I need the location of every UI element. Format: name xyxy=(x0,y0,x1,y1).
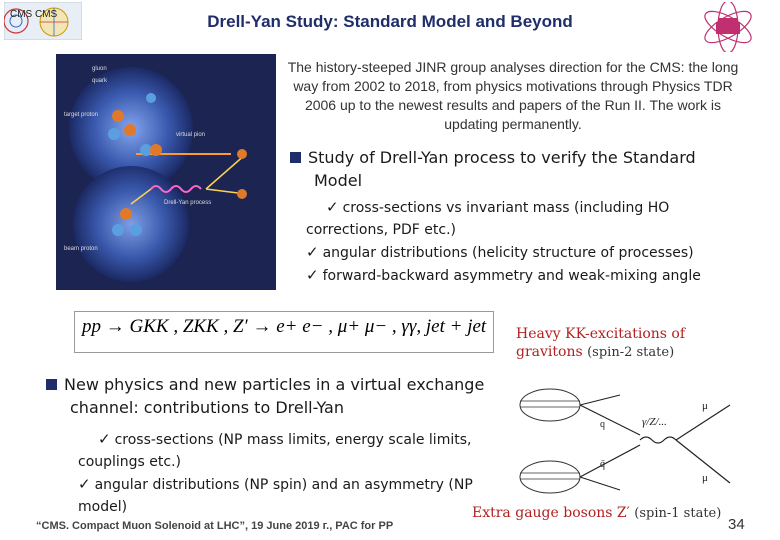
illus-label-gluon: gluon xyxy=(92,66,107,72)
cms-logo xyxy=(4,2,82,40)
checkmark-icon: ✓ xyxy=(306,266,319,284)
illus-label-target: target proton xyxy=(64,112,99,118)
section-new-physics xyxy=(46,373,516,419)
checkmark-icon: ✓ xyxy=(98,430,111,448)
jinr-logo xyxy=(694,2,762,52)
page-number: 34 xyxy=(728,516,745,533)
bullet-square-icon xyxy=(46,379,57,390)
diagram-label-qbar: q̄ xyxy=(600,459,605,470)
list-item: ✓ cross-sections (NP mass limits, energy scale limits, xyxy=(98,430,472,448)
extra-gauge-label: Extra gauge bosons Z′ (spin-1 state) xyxy=(472,505,722,521)
list-item: ✓ angular distributions (helicity structure of processes) xyxy=(306,243,694,261)
section1-bullets xyxy=(306,196,726,287)
diagram-label-q: q xyxy=(600,419,605,430)
diagram-label-boson: γ/Z/... xyxy=(642,416,667,428)
checkmark-icon: ✓ xyxy=(326,198,339,216)
footer-citation: “CMS. Compact Muon Solenoid at LHC”, 19 June 2019 г., PAC for PP xyxy=(36,520,394,532)
heavy-kk-label xyxy=(516,325,716,362)
section1-heading-line1: Study of Drell-Yan process to verify the Standard xyxy=(308,148,696,167)
list-item: ✓ cross-sections vs invariant mass (including HO xyxy=(326,198,670,216)
illus-label-pion: virtual pion xyxy=(176,132,206,138)
section2-heading-line2: channel: contributions to Drell-Yan xyxy=(70,398,344,417)
list-item-continued: model) xyxy=(78,499,128,515)
logo-text: CMS CMS xyxy=(10,9,58,20)
section-standard-model xyxy=(290,146,750,192)
checkmark-icon: ✓ xyxy=(306,243,319,261)
illus-label-quark: quark xyxy=(92,78,108,84)
slide-title: Drell-Yan Study: Standard Model and Beyond xyxy=(207,12,573,31)
illus-label-dy: Drell-Yan process xyxy=(164,200,212,206)
section2-heading-line1: New physics and new particles in a virtual exchange xyxy=(64,375,485,394)
drell-yan-illustration xyxy=(56,54,276,290)
heavy-kk-line2: gravitons (spin-2 state) xyxy=(516,344,675,360)
process-formula: pp → GKK , ZKK , Z′ → e+ e− , μ+ μ− , γγ, jet + jet xyxy=(82,316,487,337)
intro-paragraph: The history-steeped JINR group analyses direction for the CMS: the long way from 2002 to 2018, from physics motivations through Physics TDR 2006 up to the newest results and papers of the Run II. The work is updating permanently. xyxy=(287,59,739,132)
section1-heading-line2: Model xyxy=(314,171,363,190)
list-item-continued: couplings etc.) xyxy=(78,454,182,470)
list-item-continued: corrections, PDF etc.) xyxy=(306,222,456,238)
section2-bullets xyxy=(78,428,498,518)
heavy-kk-line1: Heavy KK-excitations of xyxy=(516,326,686,342)
list-item: ✓ forward-backward asymmetry and weak-mixing angle xyxy=(306,266,701,284)
diagram-label-mu2: μ xyxy=(702,472,708,484)
illus-label-beam: beam proton xyxy=(64,246,98,252)
list-item: ✓ angular distributions (NP spin) and an asymmetry (NP xyxy=(78,475,473,493)
diagram-label-mu1: μ xyxy=(702,400,708,412)
checkmark-icon: ✓ xyxy=(78,475,91,493)
feynman-diagram xyxy=(490,365,740,515)
bullet-square-icon xyxy=(290,152,301,163)
